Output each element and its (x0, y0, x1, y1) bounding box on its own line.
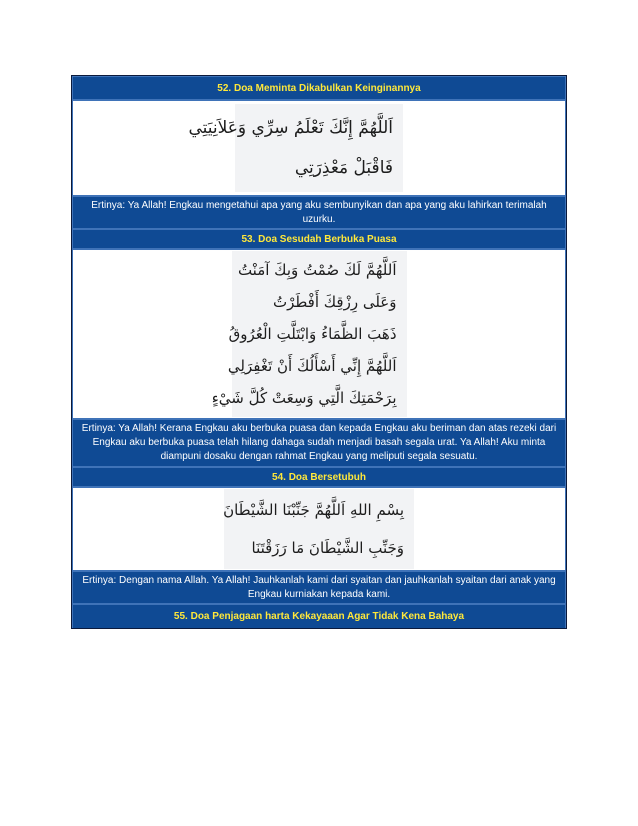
prayer-table (71, 75, 567, 629)
section-53-arabic-image (211, 251, 407, 417)
section-52-translation-text: Ertinya: Ya Allah! Engkau mengetahui apa yang aku sembunyikan dan apa yang aku lahirkan terimalah uzurku. (91, 199, 547, 225)
section-54-arabic-image (224, 489, 414, 569)
section-53-title: 53. Doa Sesudah Berbuka Puasa (241, 233, 397, 245)
section-54-header (72, 467, 566, 487)
section-53-header (72, 229, 566, 249)
section-53-translation-text: Ertinya: Ya Allah! Kerana Engkau aku berbuka puasa dan kepada Engkau aku beriman dan atas rezeki dari Engkau aku berbuka puasa telah hilang dahaga sudah menjadi basah segala urat. Ya Allah! Aku minta diampuni dosaku dengan rahmat Engkau yang meliputi segala sesuatu. (81, 423, 557, 462)
arabic-line: اَللَّهُمَّ لَكَ صُمْتُ وَبِكَ آمَنْتُ (237, 261, 397, 279)
section-52-translation (72, 196, 566, 229)
section-53-translation (72, 419, 566, 467)
section-55-title: 55. Doa Penjagaan harta Kekayaaan Agar Tidak Kena Bahaya (173, 611, 465, 622)
arabic-line: بِرَحْمَتِكَ الَّتِي وَسِعَتْ كُلَّ شَيْءٍ (211, 389, 397, 407)
section-54-translation (72, 571, 566, 604)
section-55-header (72, 604, 566, 628)
section-53-arabic-cell (72, 249, 566, 419)
arabic-line: بِسْمِ اللهِ اَللَّهُمَّ جَنِّبْنَا الشَّيْطَانَ (223, 501, 404, 519)
arabic-line: وَجَنِّبِ الشَّيْطَانَ مَا رَزَقْتَنَا (251, 539, 404, 557)
section-52-arabic-image (188, 104, 403, 192)
section-54-arabic-cell (72, 487, 566, 571)
arabic-line: وَعَلَى رِزْقِكَ أَفْطَرْتُ (272, 293, 397, 311)
section-54-title: 54. Doa Bersetubuh (272, 471, 366, 483)
arabic-line: ذَهَبَ الظَّمَاءُ وَابْتَلَّتِ الْعُرُوقُ (228, 325, 397, 343)
section-52-arabic-cell (72, 100, 566, 196)
arabic-line: اَللَّهُمَّ إِنَّكَ تَعْلَمُ سِرِّي وَعَلاَنِيَتِي (188, 118, 393, 138)
section-52-title: 52. Doa Meminta Dikabulkan Keinginannya (217, 82, 421, 94)
section-52-header (72, 76, 566, 100)
arabic-line: فَاقْبَلْ مَعْذِرَتِي (294, 158, 393, 178)
arabic-line: اَللَّهُمَّ إِنِّي أَسْأَلُكَ أَنْ تَغْفِرَلِي (227, 357, 397, 375)
section-54-translation-text: Ertinya: Dengan nama Allah. Ya Allah! Jauhkanlah kami dari syaitan dan jauhkanlah syaitan dari anak yang Engkau kurniakan kepada kami. (82, 574, 556, 600)
